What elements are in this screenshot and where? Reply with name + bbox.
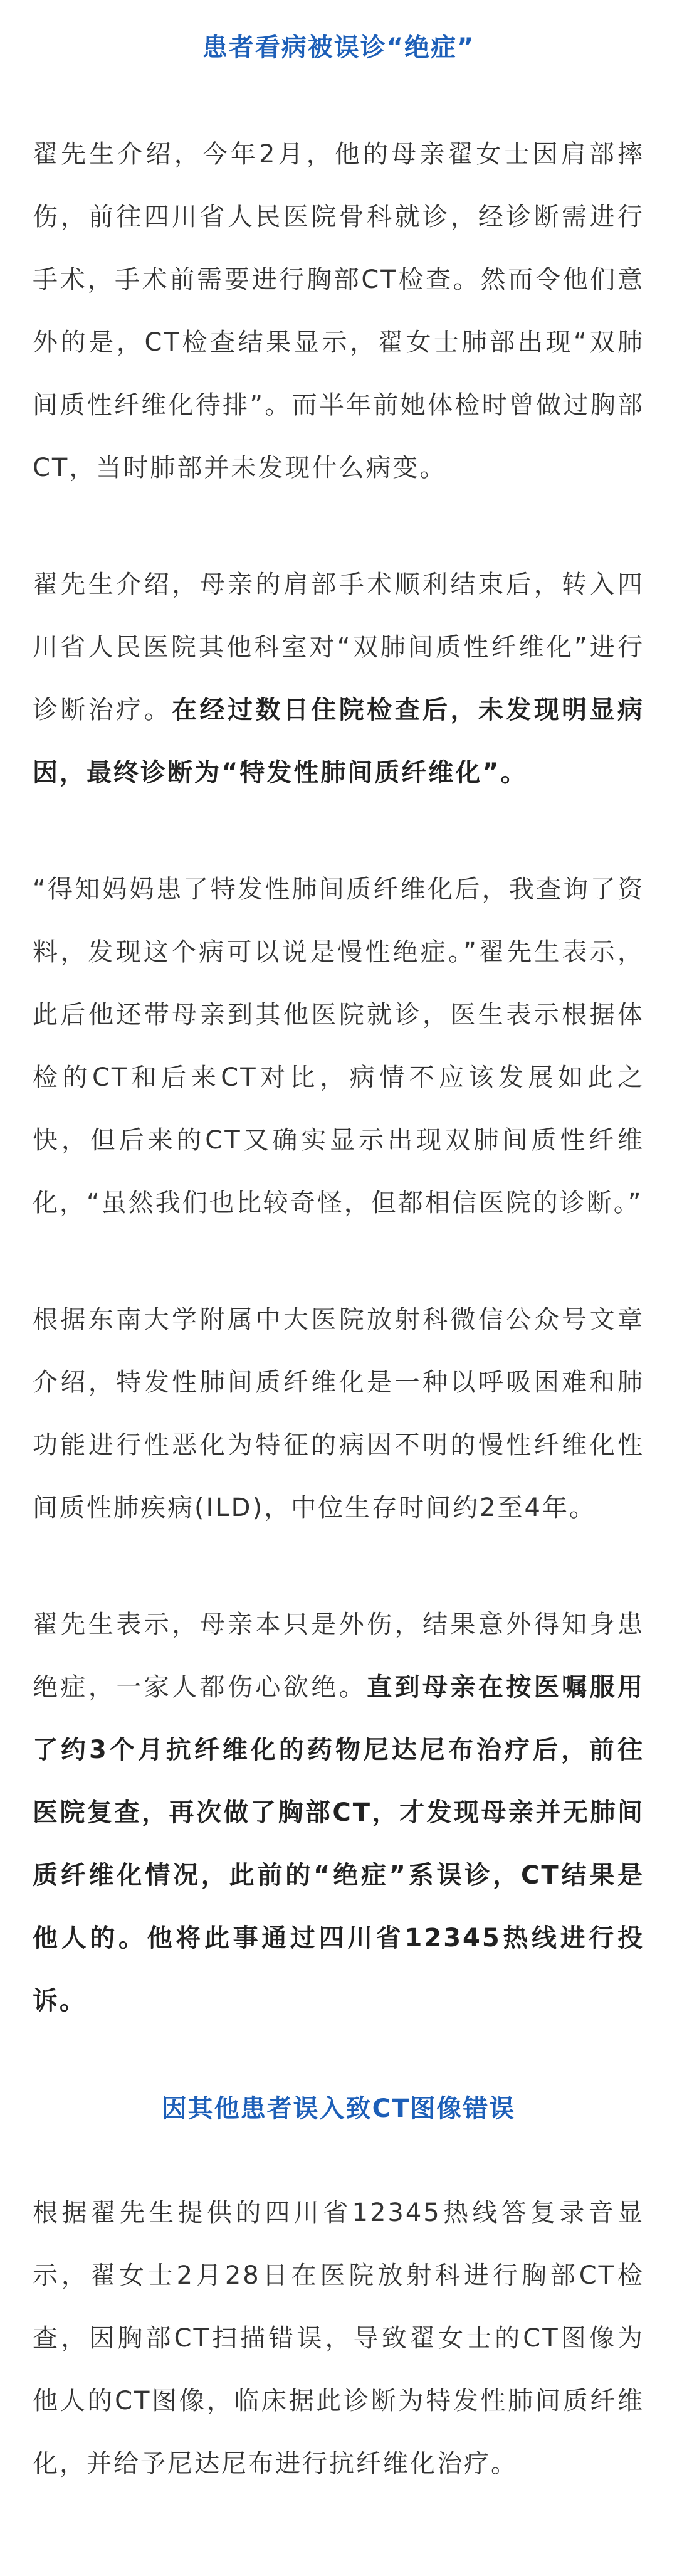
paragraph-3-text: “得知妈妈患了特发性肺间质纤维化后，我查询了资料，发现这个病可以说是慢性绝症。”翟先生表示，此后他还带母亲到其他医院就诊，医生表示根据体检的CT和后来CT对比，病情不应该发展如此之快，但后来的CT又确实显示出现双肺间质性纤维化，“虽然我们也比较奇怪，但都相信医院的诊断。” [33, 875, 644, 1217]
section-heading-misdiagnosis: 患者看病被误诊“绝症” [202, 33, 475, 62]
paragraph-2-bold-text: 在经过数日住院检查后，未发现明显病因，最终诊断为“特发性肺间质纤维化”。 [33, 696, 645, 787]
paragraph-4 [33, 1288, 644, 1539]
paragraph-2 [33, 553, 644, 804]
paragraph-5-text: 翟先生表示，母亲本只是外伤，结果意外得知身患绝症，一家人都伤心欲绝。 [33, 1610, 644, 1702]
paragraph-1 [33, 123, 644, 499]
paragraph-5 [33, 1593, 644, 2032]
paragraph-3 [33, 858, 644, 1234]
paragraph-6 [33, 2181, 644, 2495]
paragraph-2-text: 翟先生介绍，母亲的肩部手术顺利结束后，转入四川省人民医院其他科室对“双肺间质性纤维化”进行诊断治疗。 [33, 570, 644, 724]
section-heading-ct-error: 因其他患者误入致CT图像错误 [161, 2094, 516, 2123]
paragraph-6-text: 根据翟先生提供的四川省12345热线答复录音显示，翟女士2月28日在医院放射科进行胸部CT检查，因胸部CT扫描错误，导致翟女士的CT图像为他人的CT图像，临床据此诊断为特发性肺间质纤维化，并给予尼达尼布进行抗纤维化治疗。 [33, 2198, 644, 2478]
paragraph-4-text: 根据东南大学附属中大医院放射科微信公众号文章介绍，特发性肺间质纤维化是一种以呼吸困难和肺功能进行性恶化为特征的病因不明的慢性纤维化性间质性肺疾病(ILD)，中位生存时间约2至4年。 [33, 1305, 644, 1522]
paragraph-5-bold-text: 直到母亲在按医嘱服用了约3个月抗纤维化的药物尼达尼布治疗后，前往医院复查，再次做了胸部CT，才发现母亲并无肺间质纤维化情况，此前的“绝症”系误诊，CT结果是他人的。他将此事通过四川省12345热线进行投诉。 [33, 1673, 645, 2015]
paragraph-1-text: 翟先生介绍，今年2月，他的母亲翟女士因肩部摔伤，前往四川省人民医院骨科就诊，经诊断需进行手术，手术前需要进行胸部CT检查。然而令他们意外的是，CT检查结果显示，翟女士肺部出现“双肺间质性纤维化待排”。而半年前她体检时曾做过胸部CT，当时肺部并未发现什么病变。 [33, 140, 644, 482]
